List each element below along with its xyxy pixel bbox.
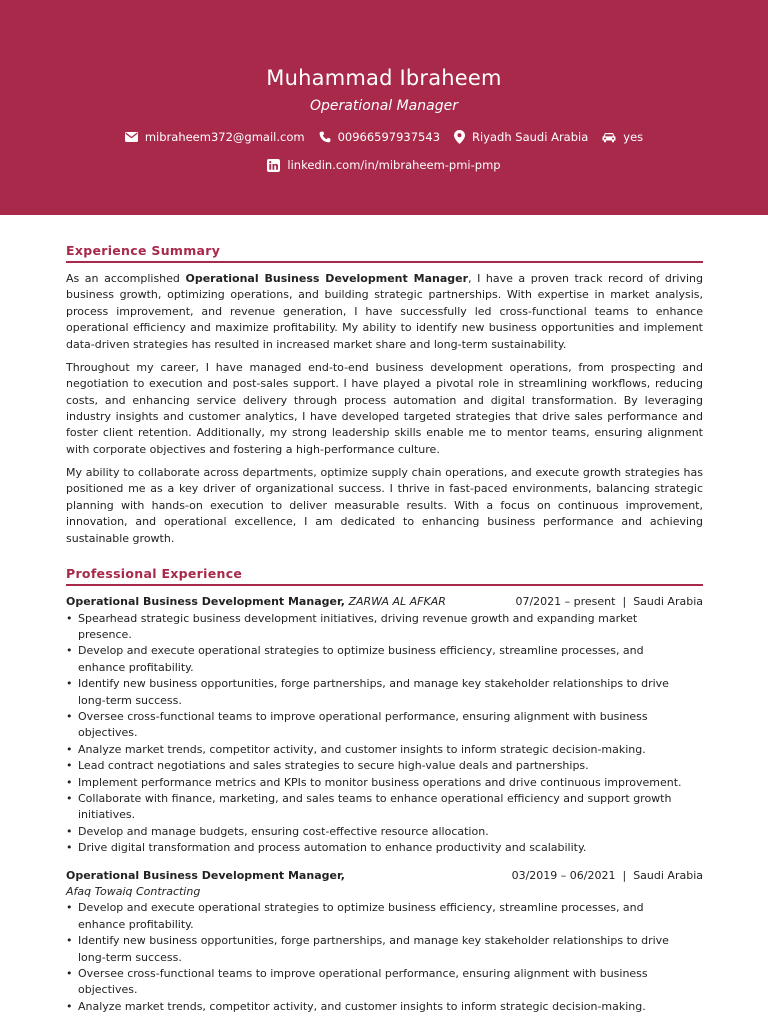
list-item: • Analyze market trends, competitor activity, and customer insights to inform strategic decision-making.	[66, 999, 703, 1015]
job-header	[66, 594, 703, 610]
phone-icon	[319, 131, 331, 143]
summary-paragraph-2: Throughout my career, I have managed end-to-end business development operations, from prospecting and negotiation to execution and post-sales support. I have played a pivotal role in streamlining workflows, reducing costs, and enhancing service delivery through process automation and digital transformation. By leveraging industry insights and customer analytics, I have developed targeted strategies that drive sales performance and foster client retention. Additionally, my strong leadership skills enable me to mentor teams, ensuring alignment with corporate objectives and fostering a high-performance culture.	[66, 360, 703, 456]
job-location: Saudi Arabia	[633, 595, 703, 609]
list-item: • Develop and execute operational strategies to optimize business efficiency, streamline processes, and enhance profitability.	[66, 643, 703, 676]
list-item: • Implement performance metrics and KPIs to monitor business operations and drive continuous improvement.	[66, 775, 703, 791]
summary-p1-bold: Operational Business Development Manager	[185, 272, 469, 285]
list-item: • Lead contract negotiations and sales strategies to secure high-value deals and partnerships.	[66, 758, 703, 774]
phone-text[interactable]: 00966597937543	[337, 130, 441, 144]
resume-header	[0, 0, 768, 215]
job-company: Afaq Towaiq Contracting	[66, 885, 201, 898]
job-dates: 07/2021 – present	[515, 595, 616, 609]
linkedin-icon	[267, 159, 280, 172]
map-pin-icon	[454, 130, 465, 144]
location-contact	[454, 130, 588, 144]
linkedin-text[interactable]: linkedin.com/in/mibraheem-pmi-pmp	[287, 158, 501, 172]
contact-row	[0, 129, 768, 145]
driving-text: yes	[623, 130, 644, 144]
list-item: • Oversee cross-functional teams to improve operational performance, ensuring alignment with business objectives.	[66, 966, 703, 999]
email-text[interactable]: mibraheem372@gmail.com	[144, 130, 305, 144]
job-meta	[515, 594, 703, 610]
job-entry-2	[66, 868, 703, 1016]
email-contact[interactable]	[125, 130, 305, 144]
summary-p1-rest: , I have a proven track record of driving business growth, optimizing operations, and building strategic partnerships. With expertise in market analysis, process improvement, and revenue generation, I have successfully led cross-functional teams to enhance operational efficiency and maximize profitability. My ability to identify new business opportunities and implement data-driven strategies has resulted in increased market share and long-term sustainability.	[66, 272, 703, 351]
job-dates: 03/2019 – 06/2021	[511, 868, 616, 882]
summary-heading: Experience Summary	[66, 243, 703, 263]
job-title: Operational Business Development Manager,	[66, 595, 345, 609]
envelope-icon	[125, 132, 138, 142]
list-item: • Collaborate with finance, marketing, and sales teams to enhance operational efficiency and support growth initiatives.	[66, 791, 703, 824]
candidate-name: Muhammad Ibraheem	[266, 66, 502, 90]
experience-heading: Professional Experience	[66, 566, 703, 586]
job-separator: |	[622, 595, 627, 609]
summary-paragraph-3: My ability to collaborate across departments, optimize supply chain operations, and execute growth strategies has positioned me as a key driver of organizational success. I thrive in fast-paced environments, balancing strategic planning with hands-on execution to deliver measurable results. With a focus on continuous improvement, innovation, and operational excellence, I am dedicated to enhancing business performance and achieving sustainable growth.	[66, 466, 703, 545]
list-item: • Drive digital transformation and process automation to enhance productivity and scalability.	[66, 840, 703, 856]
job-bullets	[66, 611, 703, 857]
job-title: Operational Business Development Manager,	[66, 868, 345, 882]
job-entry-1	[66, 594, 703, 857]
job-bullets	[66, 900, 703, 1015]
list-item: • Spearhead strategic business development initiatives, driving revenue growth and expanding market presence.	[66, 611, 703, 644]
resume-body	[66, 243, 703, 1026]
job-company: ZARWA AL AFKAR	[348, 595, 446, 609]
list-item: • Develop and execute operational strategies to optimize business efficiency, streamline processes, and enhance profitability.	[66, 900, 703, 933]
linkedin-contact[interactable]	[267, 158, 500, 172]
list-item: • Identify new business opportunities, forge partnerships, and manage key stakeholder relationships to drive long-term success.	[66, 933, 703, 966]
contact-row-2	[0, 157, 768, 173]
list-item: • Develop and manage budgets, ensuring cost-effective resource allocation.	[66, 824, 703, 840]
job-meta	[512, 868, 703, 884]
candidate-title: Operational Manager	[310, 98, 458, 114]
list-item: • Identify new business opportunities, forge partnerships, and manage key stakeholder relationships to drive long-term success.	[66, 676, 703, 709]
list-item: • Analyze market trends, competitor activity, and customer insights to inform strategic decision-making.	[66, 742, 703, 758]
driving-contact	[602, 130, 643, 144]
summary-p1-lead: As an accomplished	[66, 272, 186, 285]
job-title-line	[66, 594, 446, 610]
location-text: Riyadh Saudi Arabia	[472, 130, 589, 144]
car-icon	[602, 132, 616, 143]
summary-paragraph-1	[66, 271, 703, 353]
job-header	[66, 868, 703, 884]
job-location: Saudi Arabia	[633, 868, 703, 882]
phone-contact[interactable]	[319, 130, 440, 144]
job-separator: |	[622, 868, 627, 882]
list-item: • Oversee cross-functional teams to improve operational performance, ensuring alignment with business objectives.	[66, 709, 703, 742]
